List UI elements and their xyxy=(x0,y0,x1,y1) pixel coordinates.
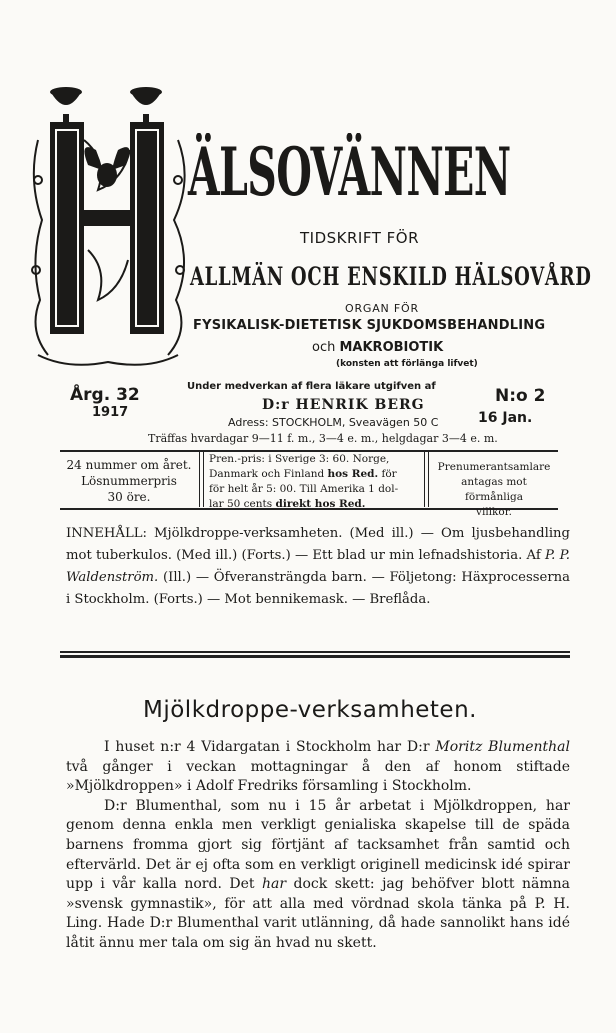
p2-b: dock skett: jag behöfver blott nämna »svensk gymnastik», för att alla med vördnad skola tänka på P. H. Ling. Hade D:r Blumenthal varit utlänning, då hade sannolikt hans idé låtit ännu mer tala om sig än hvad nu skett. xyxy=(66,876,571,951)
box-mid-line-4 xyxy=(209,497,431,512)
article-paragraph-1 xyxy=(66,738,570,797)
contributors-note: Under medverkan af flera läkare utgifven af xyxy=(187,381,436,392)
p1-b: två gånger i veckan mottagningar å den af honom stiftade »Mjölkdroppen» i Adolf Fredriks församling i Stockholm. xyxy=(66,758,570,795)
table-of-contents xyxy=(66,523,570,611)
price-box xyxy=(203,452,431,512)
box-mid-line-3: för helt år 5: 00. Till Amerika 1 dol- xyxy=(209,483,399,495)
contents-author: P. P. Waldenström. xyxy=(66,548,570,585)
box-right-line-3: villkor. xyxy=(476,506,512,518)
article-paragraph-2 xyxy=(66,797,570,954)
year-label: 1917 xyxy=(92,405,129,420)
article-title: Mjölkdroppe-verksamheten. xyxy=(143,697,477,723)
box-left-line-1: 24 nummer om året. xyxy=(66,458,192,472)
box-left-line-3: 30 öre. xyxy=(107,490,151,504)
ornamental-initial-h xyxy=(28,70,198,370)
masthead-subtitle-2: ALLMÄN OCH ENSKILD HÄLSOVÅRD xyxy=(190,262,592,291)
box-divider-1 xyxy=(199,452,200,507)
organ-label: ORGAN FÖR xyxy=(345,302,419,315)
issue-number: N:o 2 xyxy=(495,386,546,406)
box-mid-line-2a: Danmark och Finland xyxy=(209,468,328,480)
organ-konsten: (konsten att förlänga lifvet) xyxy=(336,359,478,369)
box-right-line-1: Prenumerantsamlare xyxy=(437,461,551,473)
editor-address: Adress: STOCKHOLM, Sveavägen 50 C xyxy=(228,416,439,429)
box-mid-line-1: Pren.-pris: i Sverige 3: 60. Norge, xyxy=(209,453,390,465)
organ-och: och xyxy=(312,340,336,355)
volume-label: Årg. 32 xyxy=(70,385,140,405)
collectors-box xyxy=(432,460,556,520)
p1-name: Moritz Blumenthal xyxy=(435,739,570,755)
box-right-line-2: antagas mot förmånliga xyxy=(461,476,527,503)
editor-name: D:r HENRIK BERG xyxy=(262,397,425,413)
box-left-line-2: Lösnummerpris xyxy=(81,474,177,488)
office-hours: Träffas hvardagar 9—11 f. m., 3—4 e. m., helgdagar 3—4 e. m. xyxy=(148,432,498,445)
box-mid-line-2c: för xyxy=(378,468,397,480)
p2-har: har xyxy=(261,876,287,893)
organ-makrobiotik xyxy=(312,340,443,355)
section-rule-thin xyxy=(60,651,570,653)
issue-date: 16 Jan. xyxy=(478,410,533,426)
contents-part-1: INNEHÅLL: Mjölkdroppe-verksamheten. (Med ill.) — Om ljusbehandling mot tuberkulos. (Med ill.) (Forts.) — Ett blad ur min lefnadshistoria. Af xyxy=(66,526,570,563)
article-body xyxy=(66,738,570,954)
masthead-subtitle-1: TIDSKRIFT FÖR xyxy=(300,229,419,247)
p1-a: I huset n:r 4 Vidargatan i Stockholm har D:r xyxy=(104,739,436,755)
p2-a: D:r Blumenthal, som nu i 15 år arbetat i Mjölkdroppen, har genom denna enkla men verkligt genialiska skapelse till de späda barnens fromma gjort sig förtjänt af tacksamhet från samtid och eftervärld. Det är ej ofta som en verkligt originell medicinsk idé spirar upp i vår kalla nord. Det xyxy=(66,797,570,893)
contents-part-2: (Ill.) — Öfveransträngda barn. — Följetong: Häxprocesserna i Stockholm. (Forts.) — Mot bennikemask. — Breflåda. xyxy=(66,570,570,607)
box-mid-line-2 xyxy=(209,467,431,482)
box-mid-line-4a: lar 50 cents xyxy=(209,498,276,510)
organ-description: FYSIKALISK-DIETETISK SJUKDOMSBEHANDLING xyxy=(193,318,546,333)
subscription-box xyxy=(60,457,198,505)
organ-makro-word: MAKROBIOTIK xyxy=(339,340,444,355)
section-rule-thick xyxy=(60,655,570,658)
box-mid-line-2b: hos Red. xyxy=(327,468,379,480)
box-mid-line-4b: direkt hos Red. xyxy=(275,498,366,510)
masthead-title: ÄLSOVÄNNEN xyxy=(188,133,511,211)
